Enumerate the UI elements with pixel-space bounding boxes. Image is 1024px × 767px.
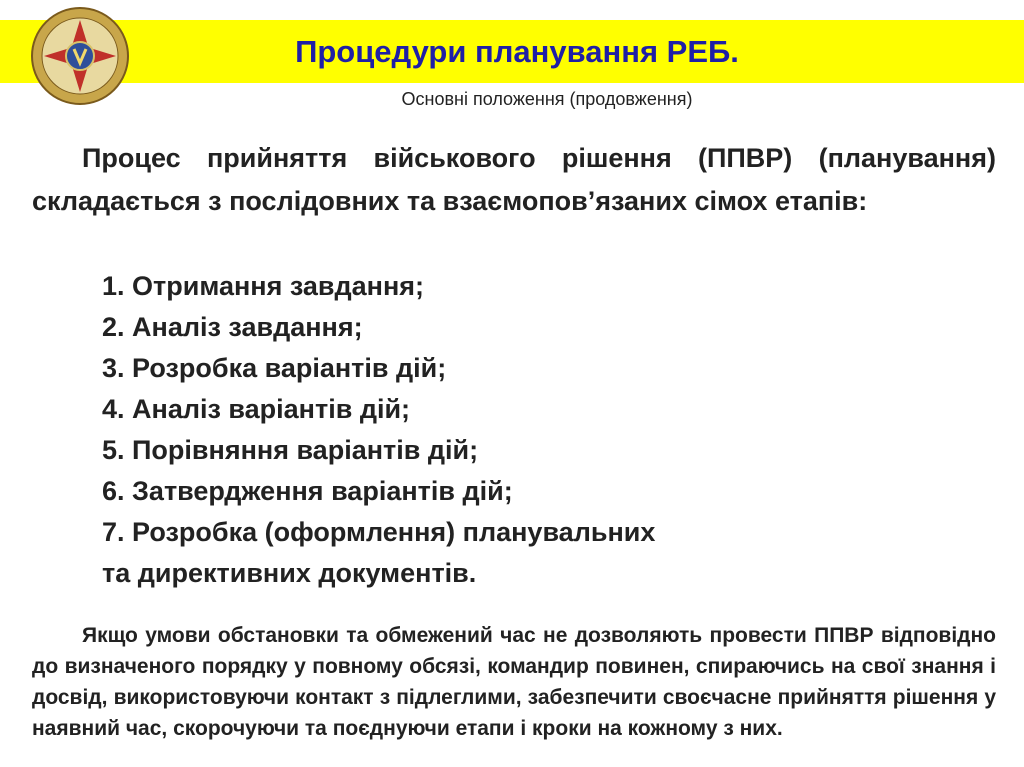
- list-item: 7. Розробка (оформлення) планувальних: [102, 517, 656, 547]
- note-paragraph: Якщо умови обстановки та обмежений час не дозволяють провести ППВР відповідно до визначеного порядку у повному обсязі, командир повинен, спираючись на свої знання і досвід, використовуючи контакт з підлеглими, забезпечити своєчасне прийняття рішення у наявний час, скорочуючи та поєднуючи етапи і кроки на кожному з них.: [32, 624, 996, 740]
- list-item: 6. Затвердження варіантів дій;: [102, 476, 513, 506]
- list-item: 5. Порівняння варіантів дій;: [102, 435, 479, 465]
- page-title: Процедури планування РЕБ.: [295, 34, 739, 69]
- list-item: 4. Аналіз варіантів дій;: [102, 394, 411, 424]
- steps-list: [102, 266, 982, 594]
- page-subtitle: Основні положення (продовження): [401, 89, 693, 109]
- intro-paragraph: Процес прийняття військового рішення (ППВР) (планування) складається з послідовних та взаємопов’язаних сімох етапів:: [32, 143, 996, 216]
- list-item: 2. Аналіз завдання;: [102, 312, 363, 342]
- list-item: 3. Розробка варіантів дій;: [102, 353, 447, 383]
- list-item: та директивних документів.: [102, 558, 477, 588]
- list-item: 1. Отримання завдання;: [102, 271, 425, 301]
